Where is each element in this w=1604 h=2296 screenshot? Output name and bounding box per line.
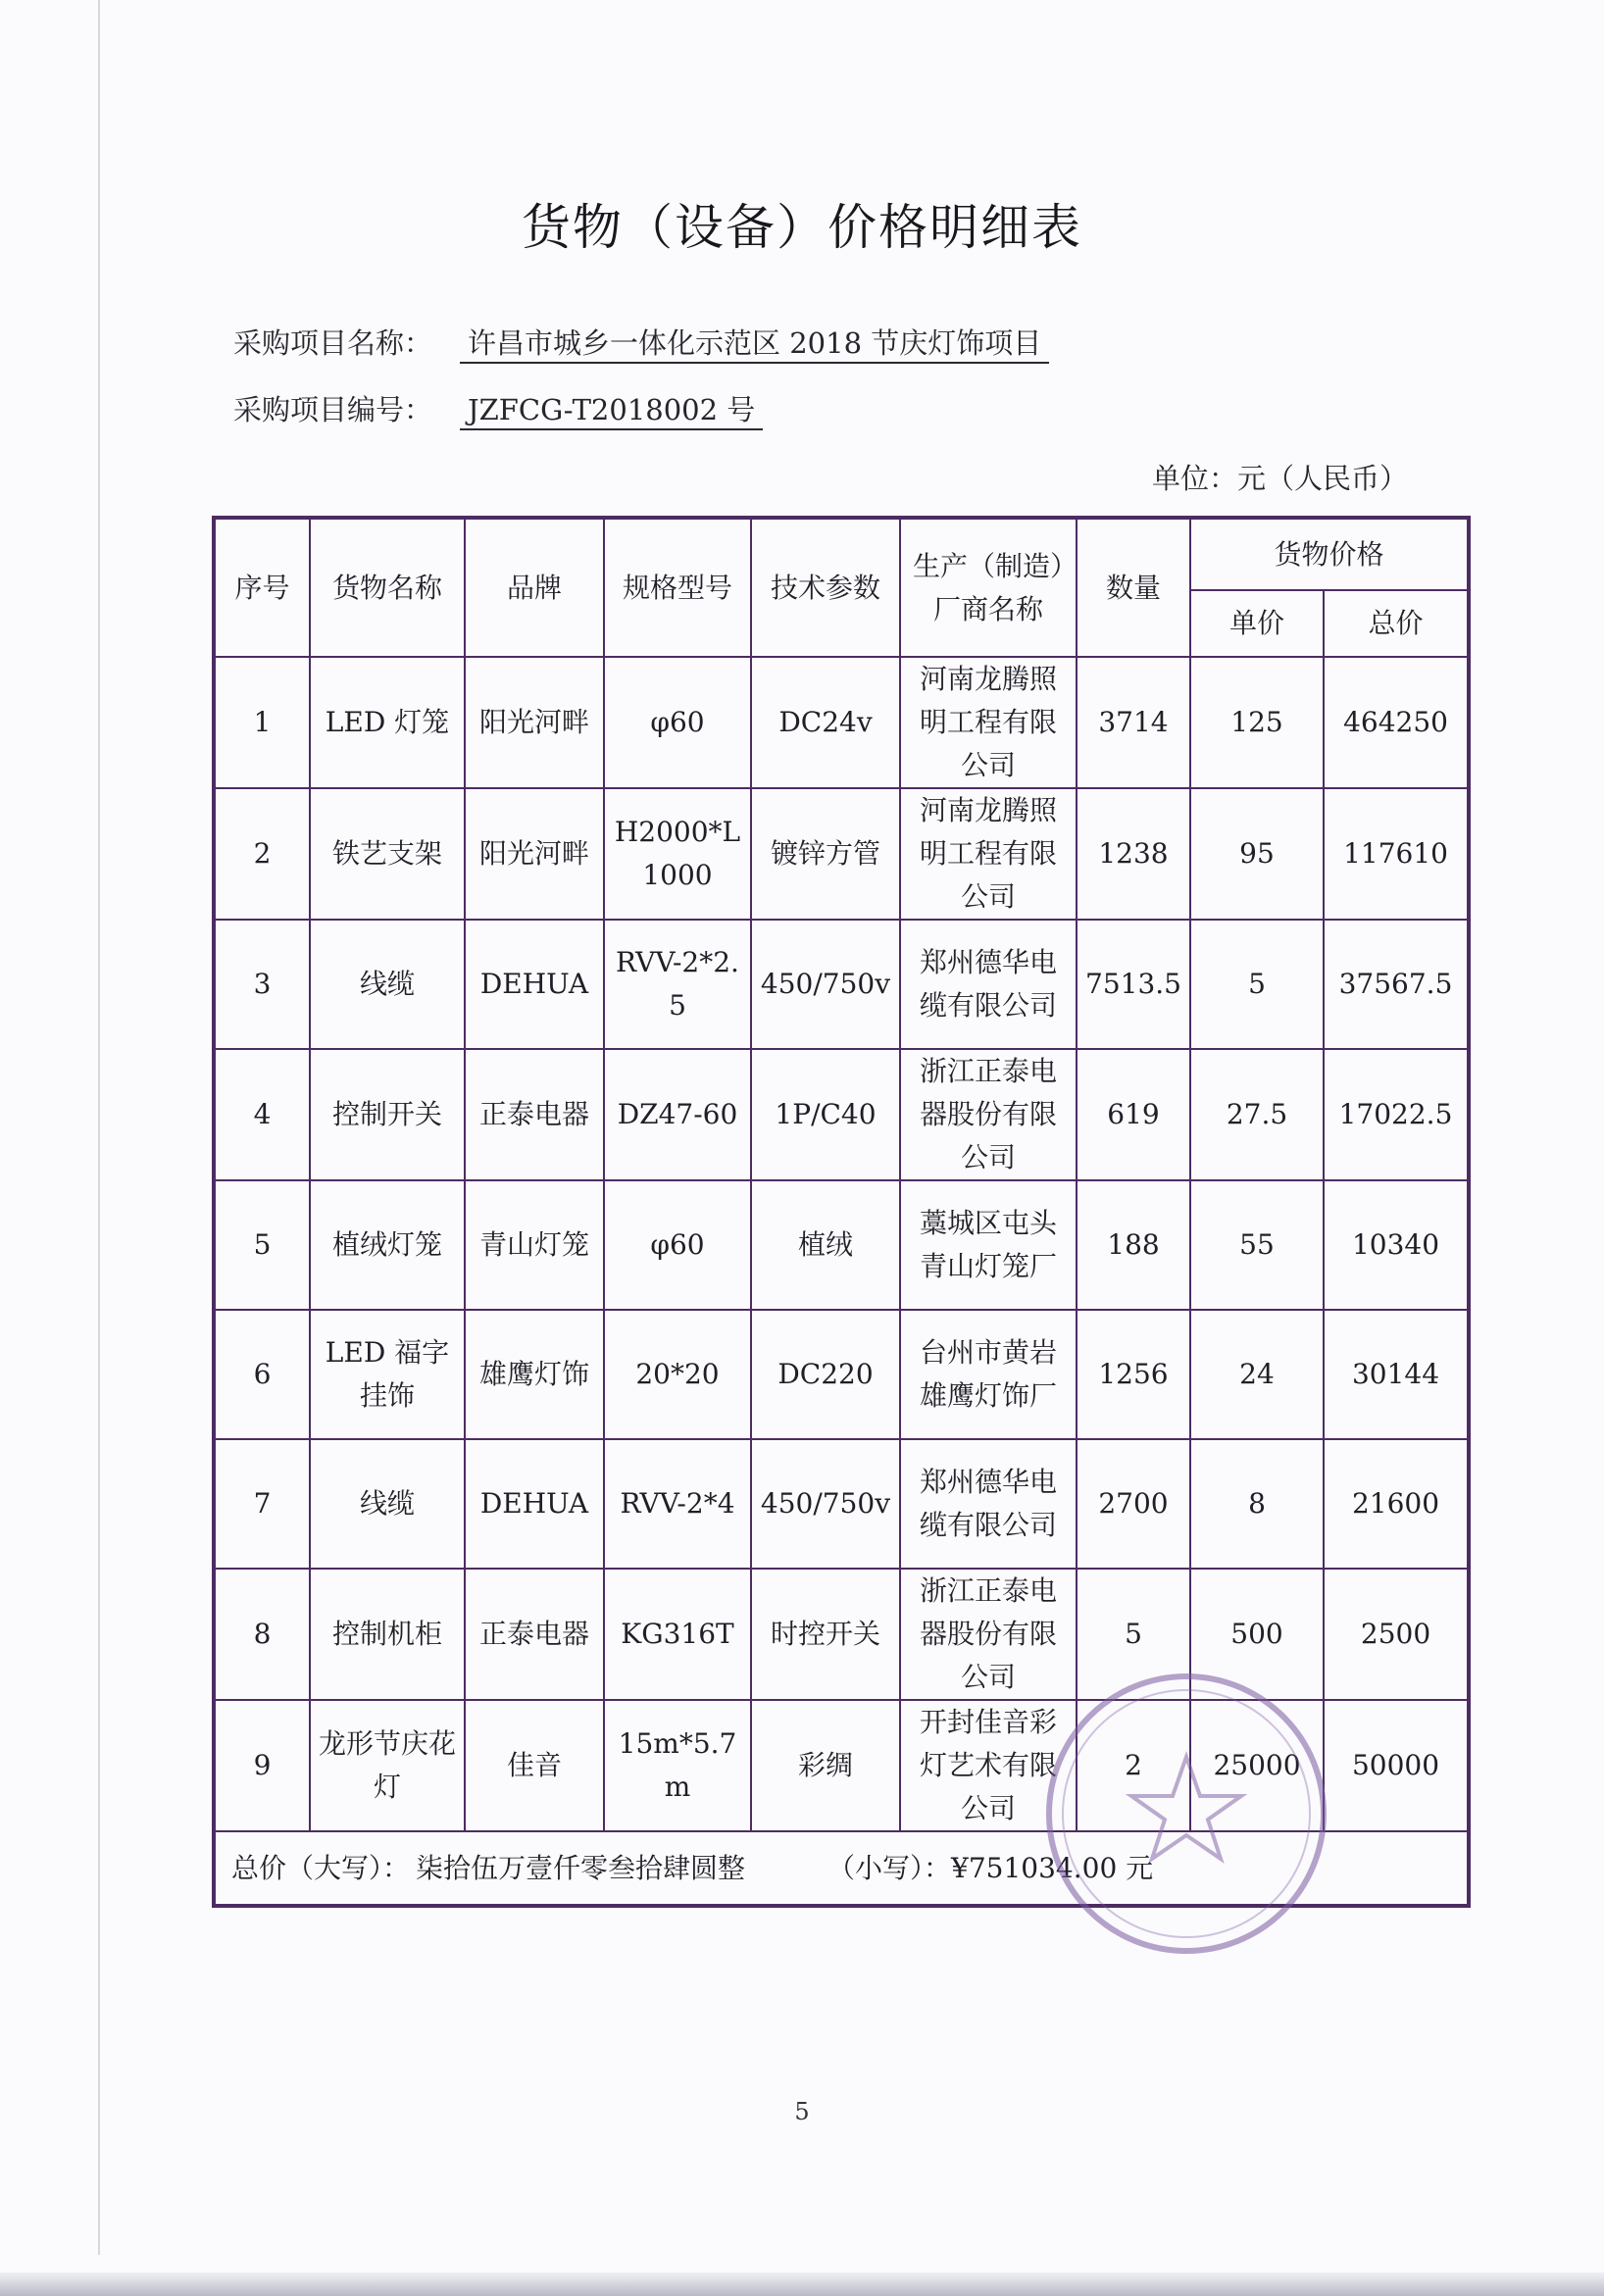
table-row [214,920,1469,1049]
cell-goods-name: LED 福字挂饰 [310,1310,465,1439]
cell-goods-name: 控制开关 [310,1049,465,1180]
cell-brand: DEHUA [465,1439,604,1569]
cell-unit-price: 125 [1190,657,1324,788]
cell-goods-name: 植绒灯笼 [310,1180,465,1310]
cell-total-price: 17022.5 [1324,1049,1469,1180]
table-row [214,1439,1469,1569]
cell-tech-params: 镀锌方管 [751,788,900,920]
table-row [214,788,1469,920]
cell-spec: 15m*5.7m [604,1700,751,1831]
cell-manufacturer: 开封佳音彩灯艺术有限公司 [900,1700,1077,1831]
cell-seq: 8 [214,1569,310,1700]
total-amount-number: ¥751034.00 元 [951,1851,1154,1884]
cell-brand: 阳光河畔 [465,657,604,788]
header-unit-price: 单价 [1190,590,1324,657]
cell-manufacturer: 台州市黄岩雄鹰灯饰厂 [900,1310,1077,1439]
total-amount-words: 柒拾伍万壹仟零叁拾肆圆整 [416,1851,746,1884]
scan-bottom-edge [0,2272,1604,2296]
cell-spec: φ60 [604,1180,751,1310]
cell-brand: DEHUA [465,920,604,1049]
project-number-value: JZFCG-T2018002 号 [460,393,763,430]
header-total-price: 总价 [1324,590,1469,657]
cell-total-price: 50000 [1324,1700,1469,1831]
header-seq: 序号 [214,518,310,657]
cell-seq: 4 [214,1049,310,1180]
company-seal-stamp [1039,1667,1333,1961]
cell-spec: RVV-2*2.5 [604,920,751,1049]
cell-tech-params: 450/750v [751,920,900,1049]
cell-quantity: 2 [1077,1700,1190,1831]
header-goods-name: 货物名称 [310,518,465,657]
cell-unit-price: 55 [1190,1180,1324,1310]
table-header-row [214,518,1469,590]
cell-unit-price: 500 [1190,1569,1324,1700]
cell-tech-params: DC220 [751,1310,900,1439]
cell-goods-name: 控制机柜 [310,1569,465,1700]
cell-spec: H2000*L1000 [604,788,751,920]
cell-tech-params: 450/750v [751,1439,900,1569]
cell-total-price: 37567.5 [1324,920,1469,1049]
cell-spec: RVV-2*4 [604,1439,751,1569]
cell-seq: 7 [214,1439,310,1569]
cell-goods-name: 龙形节庆花灯 [310,1700,465,1831]
cell-total-price: 30144 [1324,1310,1469,1439]
page-number: 5 [794,2098,810,2125]
cell-tech-params: 彩绸 [751,1700,900,1831]
project-name-label: 采购项目名称： [233,326,433,360]
header-tech-params: 技术参数 [751,518,900,657]
cell-spec: DZ47-60 [604,1049,751,1180]
cell-unit-price: 95 [1190,788,1324,920]
header-manufacturer: 生产（制造）厂商名称 [900,518,1077,657]
table-row [214,1049,1469,1180]
cell-spec: KG316T [604,1569,751,1700]
cell-total-price: 2500 [1324,1569,1469,1700]
cell-quantity: 2700 [1077,1439,1190,1569]
cell-seq: 6 [214,1310,310,1439]
cell-spec: φ60 [604,657,751,788]
cell-seq: 2 [214,788,310,920]
cell-total-price: 464250 [1324,657,1469,788]
cell-unit-price: 27.5 [1190,1049,1324,1180]
cell-seq: 9 [214,1700,310,1831]
cell-seq: 5 [214,1180,310,1310]
cell-manufacturer: 河南龙腾照明工程有限公司 [900,788,1077,920]
cell-quantity: 188 [1077,1180,1190,1310]
cell-goods-name: 线缆 [310,1439,465,1569]
project-name-value: 许昌市城乡一体化示范区 2018 节庆灯饰项目 [460,326,1049,364]
header-quantity: 数量 [1077,518,1190,657]
project-number-line [233,388,763,430]
cell-tech-params: 时控开关 [751,1569,900,1700]
page-edge-line [98,0,100,2255]
project-name-line [233,322,1049,364]
cell-quantity: 1238 [1077,788,1190,920]
cell-seq: 1 [214,657,310,788]
cell-goods-name: 线缆 [310,920,465,1049]
total-number-label: （小写）： [827,1851,952,1884]
header-goods-price: 货物价格 [1190,518,1469,590]
cell-brand: 雄鹰灯饰 [465,1310,604,1439]
project-number-label: 采购项目编号： [233,393,433,426]
cell-unit-price: 25000 [1190,1700,1324,1831]
cell-quantity: 1256 [1077,1310,1190,1439]
table-row [214,657,1469,788]
cell-brand: 正泰电器 [465,1569,604,1700]
cell-goods-name: LED 灯笼 [310,657,465,788]
cell-quantity: 5 [1077,1569,1190,1700]
cell-brand: 青山灯笼 [465,1180,604,1310]
cell-brand: 佳音 [465,1700,604,1831]
cell-brand: 阳光河畔 [465,788,604,920]
currency-unit: 单位：元（人民币） [1151,462,1408,495]
cell-brand: 正泰电器 [465,1049,604,1180]
cell-goods-name: 铁艺支架 [310,788,465,920]
total-words-label: 总价（大写）： [231,1851,411,1884]
cell-manufacturer: 河南龙腾照明工程有限公司 [900,657,1077,788]
cell-manufacturer: 浙江正泰电器股份有限公司 [900,1569,1077,1700]
cell-unit-price: 8 [1190,1439,1324,1569]
header-brand: 品牌 [465,518,604,657]
table-row [214,1310,1469,1439]
cell-quantity: 3714 [1077,657,1190,788]
document-title: 货物（设备）价格明细表 [522,199,1082,256]
cell-spec: 20*20 [604,1310,751,1439]
cell-quantity: 7513.5 [1077,920,1190,1049]
cell-manufacturer: 郑州德华电缆有限公司 [900,920,1077,1049]
cell-seq: 3 [214,920,310,1049]
cell-total-price: 117610 [1324,788,1469,920]
cell-total-price: 21600 [1324,1439,1469,1569]
cell-manufacturer: 郑州德华电缆有限公司 [900,1439,1077,1569]
cell-unit-price: 24 [1190,1310,1324,1439]
cell-quantity: 619 [1077,1049,1190,1180]
cell-manufacturer: 浙江正泰电器股份有限公司 [900,1049,1077,1180]
cell-manufacturer: 藁城区屯头青山灯笼厂 [900,1180,1077,1310]
cell-tech-params: DC24v [751,657,900,788]
cell-tech-params: 植绒 [751,1180,900,1310]
table-row [214,1180,1469,1310]
cell-tech-params: 1P/C40 [751,1049,900,1180]
header-spec: 规格型号 [604,518,751,657]
cell-unit-price: 5 [1190,920,1324,1049]
cell-total-price: 10340 [1324,1180,1469,1310]
